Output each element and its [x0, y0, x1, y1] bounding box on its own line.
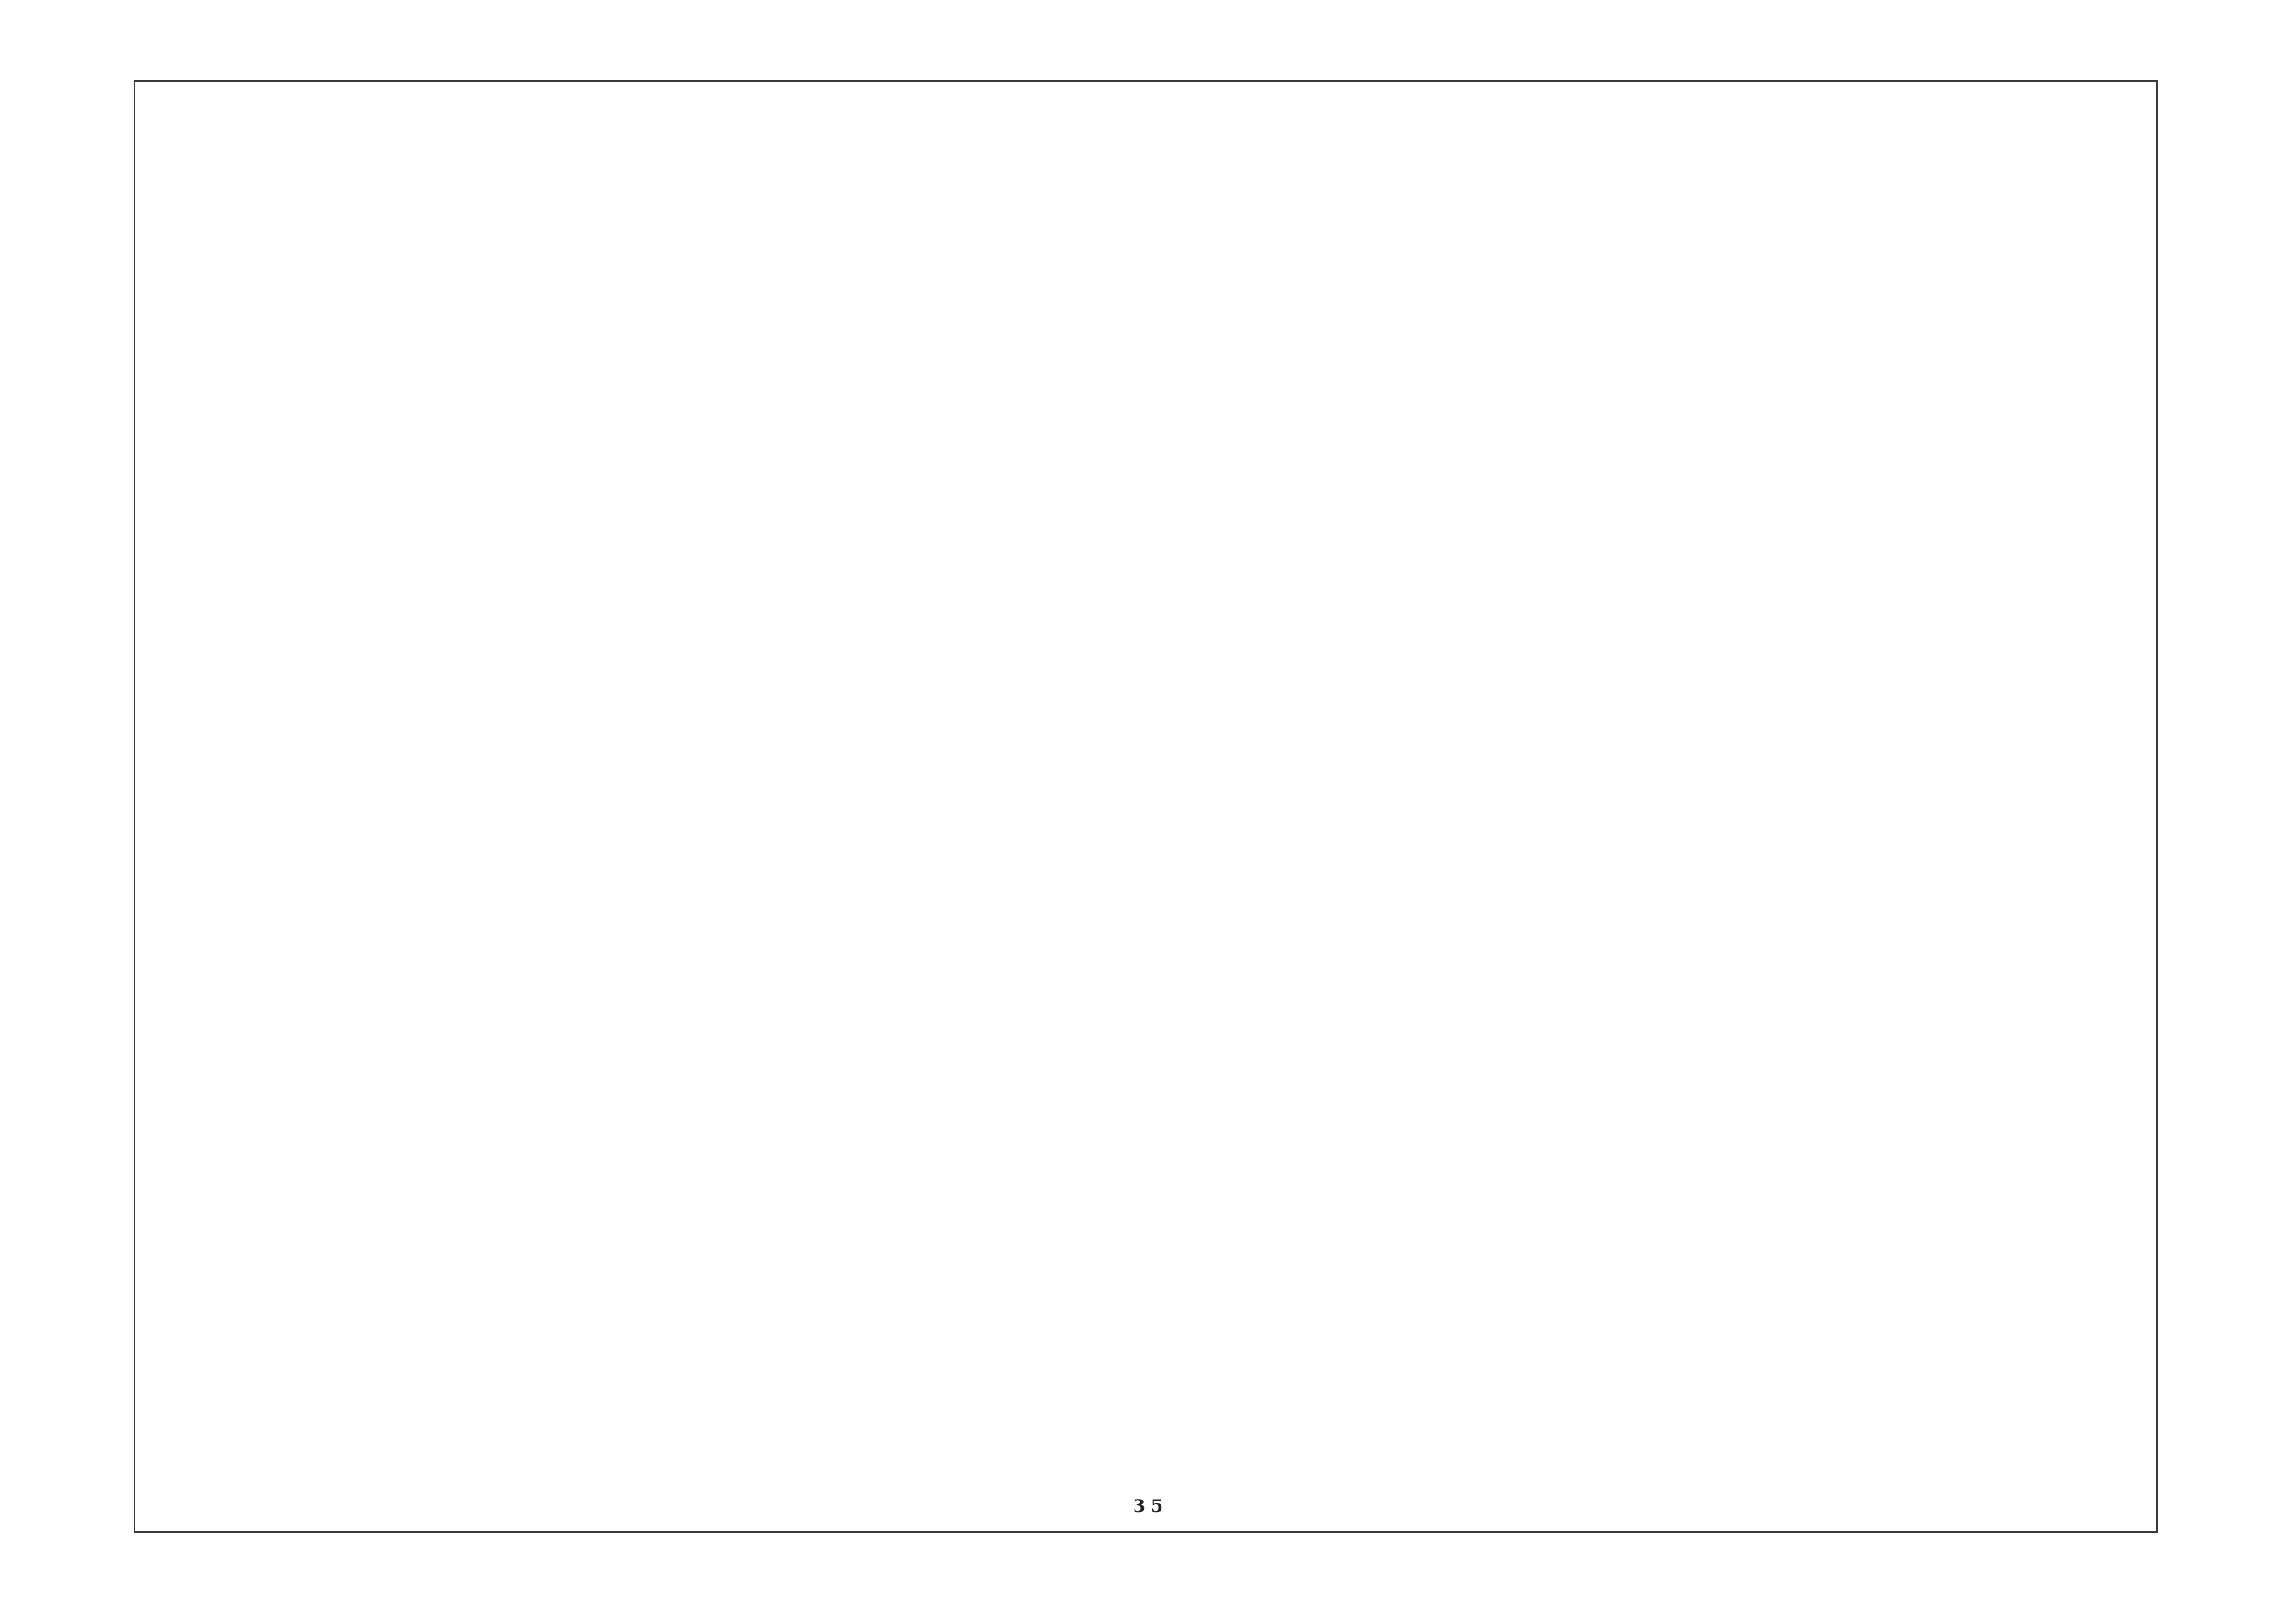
current-page-number: 3: [1133, 1496, 1146, 1516]
left-text-column: [206, 182, 1152, 1462]
page-footer: [0, 1496, 2296, 1516]
total-page-number: 5: [1150, 1496, 1163, 1516]
right-text-column: [1229, 182, 2157, 1462]
